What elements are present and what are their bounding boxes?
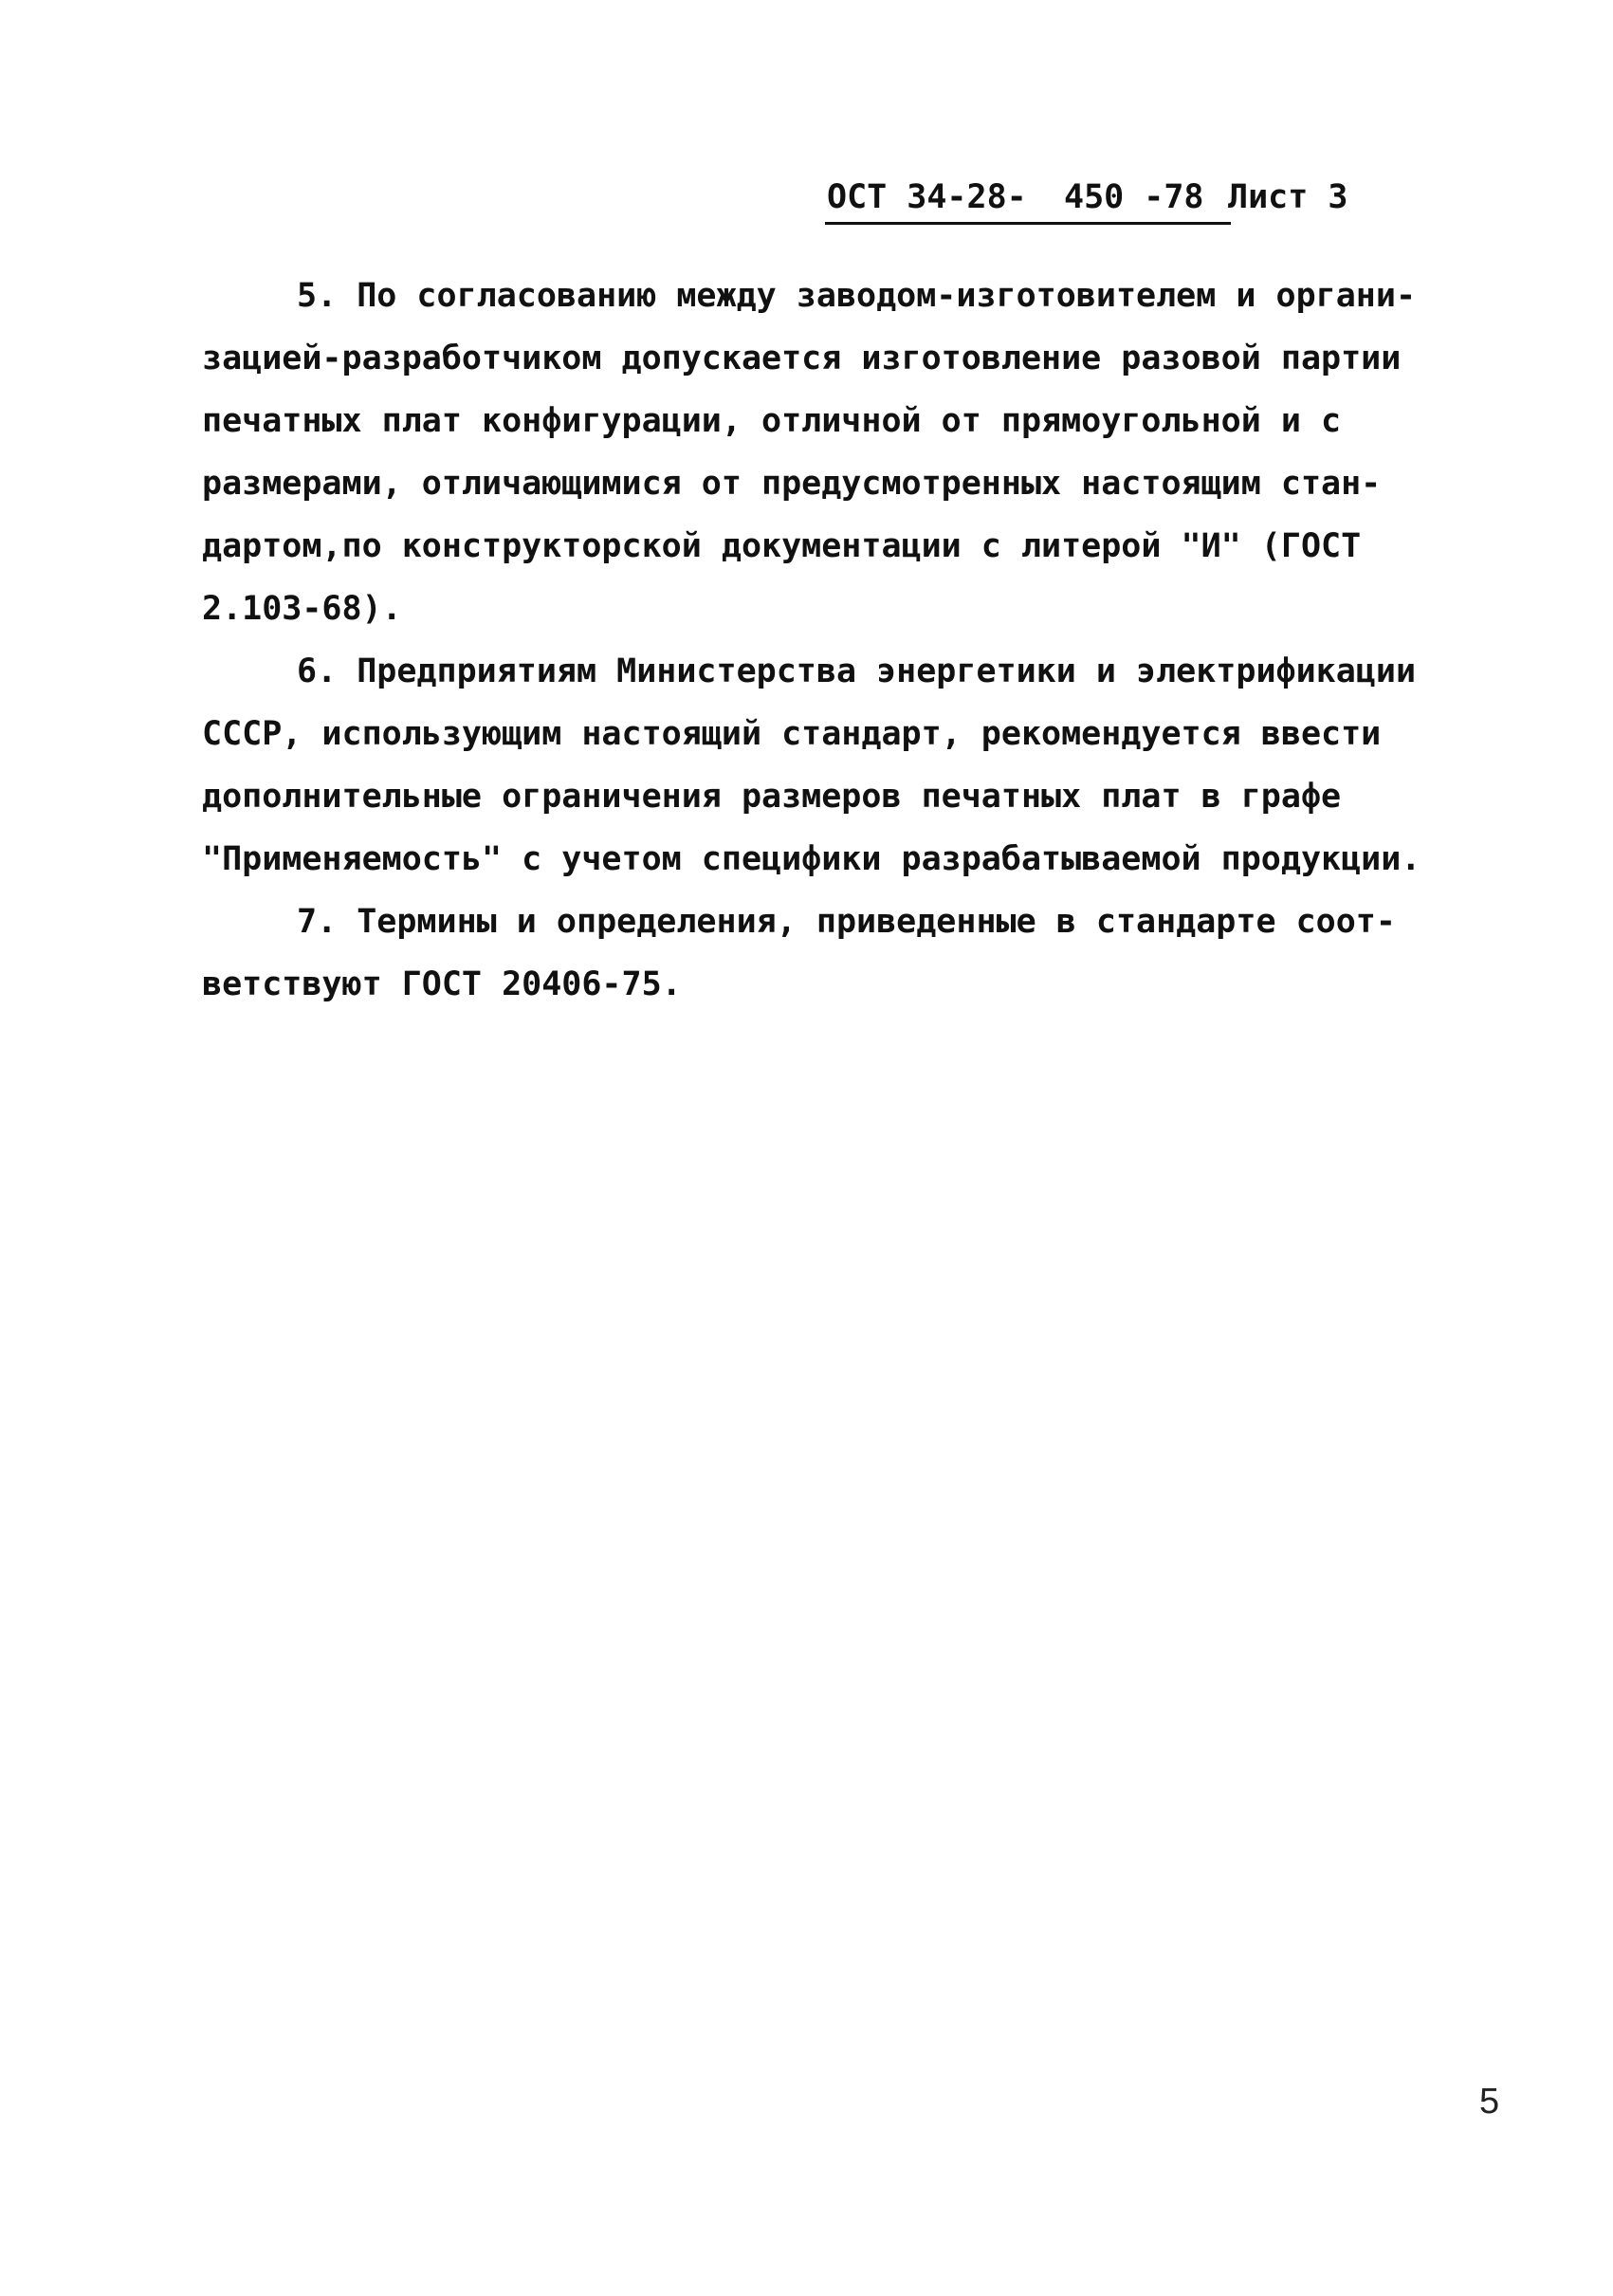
paragraph-6-line-3: дополнительные ограничения размеров печатных плат в графе [202, 778, 1342, 816]
page-number: 5 [1479, 2082, 1500, 2122]
paragraph-7-line-2: ветствуют ГОСТ 20406-75. [202, 965, 682, 1003]
paragraph-5-line-3: печатных плат конфигурации, отличной от прямоугольной и с [202, 402, 1342, 440]
paragraph-7-line-1: 7. Термины и определения, приведенные в стандарте соот- [297, 903, 1396, 941]
header-underline [825, 222, 1231, 225]
document-code: ОСТ 34-28- [827, 178, 1027, 216]
paragraph-6-line-4: "Применяемость" с учетом специфики разрабатываемой продукции. [202, 840, 1421, 878]
sheet-label: Лист 3 [1228, 178, 1348, 216]
paragraph-5-line-6: 2.103-68). [202, 590, 402, 628]
paragraph-5-line-4: размерами, отличающимися от предусмотренных настоящим стан- [202, 465, 1382, 503]
paragraph-5-line-2: зацией-разработчиком допускается изготовление разовой партии [202, 340, 1402, 377]
paragraph-6-line-1: 6. Предприятиям Министерства энергетики и электрификации [297, 652, 1417, 690]
paragraph-5-line-5: дартом,по конструкторской документации с литерой "И" (ГОСТ [202, 527, 1362, 565]
document-number: 450 -78 [1064, 178, 1204, 216]
document-header [817, 169, 1348, 226]
paragraph-6-line-2: СССР, использующим настоящий стандарт, рекомендуется ввести [202, 715, 1382, 753]
paragraph-5-line-1: 5. По согласованию между заводом-изготовителем и органи- [297, 277, 1417, 315]
